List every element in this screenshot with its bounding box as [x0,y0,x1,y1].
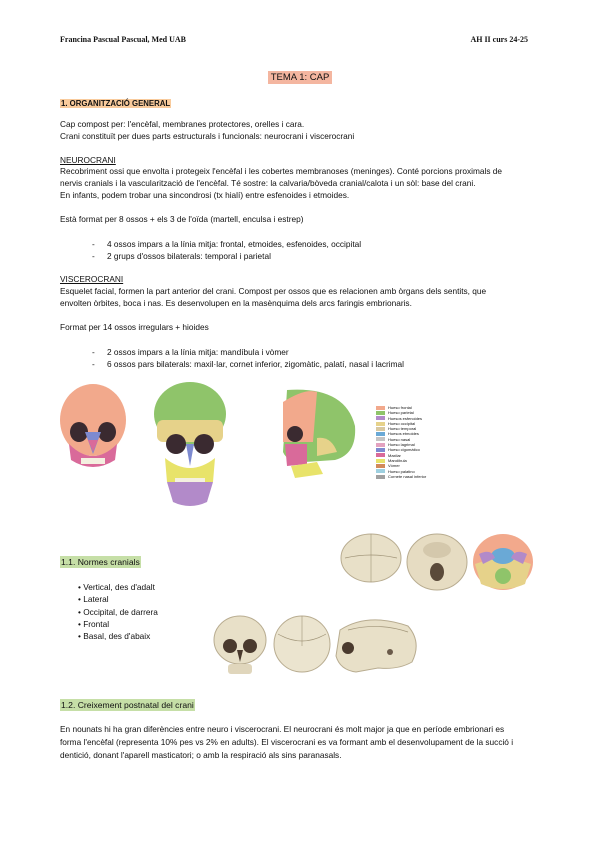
legend-swatch [376,443,385,447]
neurocrani-bullets [92,238,361,262]
header-author: Francina Pascual Pascual, Med UAB [60,35,186,44]
skull-illustrations [55,382,365,527]
viscerocrani-line-0: Esquelet facial, formen la part anterior del crani. Compost per ossos que es relacionen amb òrgans dels sentits, que [60,286,487,296]
skull-lateral-view [336,620,416,672]
legend-swatch [376,406,385,410]
legend-swatch [376,448,385,452]
legend-swatch [376,459,385,463]
list-item: • Vertical, des d'adalt [78,582,155,592]
bone-legend [376,405,426,479]
header-course: AH II curs 24-25 [470,35,528,44]
section11-heading: 1.1. Normes cranials [61,557,140,567]
viscerocrani-bullets [92,346,404,370]
legend-swatch [376,437,385,441]
neurocrani-line-0: Recobriment ossi que envolta i protegeix l'encèfal i les cobertes membranoses (meninges). Conté porcions proximals de [60,166,502,176]
viscerocrani-heading: VISCEROCRANI [60,274,124,284]
list-item: • Basal, des d'abaix [78,631,151,642]
legend-swatch [376,411,385,415]
legend-label: Cornete nasal inferior [388,473,427,479]
legend-label: Hueso parietal [388,410,414,416]
viscerocrani-line-1: envolten òrbites, boca i nas. Es desenvolupen en la masènquima dels arcs faringis embrionaris. [60,298,412,308]
list-item: - 2 ossos impars a la línia mitja: mandíbula i vòmer [92,347,289,357]
legend-swatch [376,453,385,457]
skull-norms-bottom-images [208,612,438,684]
legend-swatch [376,464,385,468]
normes-list [78,581,158,642]
legend-label: Hueso frontal [388,405,412,410]
section12-heading: 1.2. Creixement postnatal del crani [61,700,194,710]
legend-label: Hueso nasal [388,436,411,442]
legend-label: Huesos esfenoides [388,415,423,421]
legend-swatch [376,416,385,420]
section1-heading: 1. ORGANITZACIÓ GENERAL [61,99,171,108]
legend-swatch [376,475,385,479]
neurocrani-heading: NEUROCRANI [60,155,116,165]
list-item: - 2 grups d'ossos bilaterals: temporal i parietal [92,251,271,261]
section11-heading-wrap [60,557,141,569]
skull-occipital-view [274,616,330,672]
skull-front-colored [60,384,126,467]
section12-line-2: dentició, donant l'aparell masticatori; o amb la respiració als sins paranasals. [60,750,342,760]
list-item: • Frontal [78,618,110,629]
skull-lateral [283,390,355,478]
legend-label: Vómer [388,463,400,469]
legend-label: Hueso cigomático [388,447,420,453]
skull-vertical-view [341,534,401,582]
skull-frontal-view [214,616,266,674]
list-item: - 6 ossos pars bilaterals: maxil·lar, cornet inferior, zigomàtic, palatí, nasal i lacrimal [92,359,404,369]
page-title-text: TEMA 1: CAP [268,71,333,84]
skull-norms-top-images [335,528,545,600]
legend-swatch [376,469,385,473]
list-item: • Occipital, de darrera [78,606,158,617]
list-item: - 4 ossos impars a la línia mitja: frontal, etmoides, esfenoides, occipital [92,239,362,249]
legend-swatch [376,422,385,426]
section12-line-0: En nounats hi ha gran diferències entre neuro i viscerocrani. El neurocrani és molt major ja que en període embrionari es [60,724,505,734]
section1-intro-0: Cap compost per: l'encèfal, membranes protectores, orelles i cara. [60,119,305,129]
neurocrani-line-2: En infants, podem trobar una sincondrosi (tx hialí) entre esfenoides i etmoides. [60,190,350,200]
neurocrani-format: Està format per 8 ossos + els 3 de l'oïda (martell, enculsa i estrep) [60,214,304,224]
legend-label: Hueso lagrimal [388,442,415,448]
legend-swatch [376,427,385,431]
skull-base-colored [473,534,533,590]
viscerocrani-format: Format per 14 ossos irregulars + hioides [60,322,209,332]
page-title [0,72,600,83]
list-item: • Lateral [78,594,109,605]
legend-label: Maxilar [388,452,401,458]
legend-item [376,474,426,479]
neurocrani-line-1: nervis cranials i la vascularització de l'encèfal. Té sostre: la calvaria/bòveda cranial/calota i un sòl: base del crani. [60,178,476,188]
section12-heading-wrap [60,700,195,712]
skull-front-parietal [154,382,226,506]
legend-label: Hueso temporal [388,426,417,432]
legend-label: Hueso palatino [388,468,415,474]
legend-item [376,447,426,452]
section1-intro-1: Crani constituït per dues parts estructurals i funcionals: neurocrani i viscerocrani [60,131,355,141]
legend-label: Mandíbula [388,457,407,463]
section1-heading-wrap [60,98,171,110]
legend-swatch [376,432,385,436]
section12-line-1: forma l'encèfal (representa 10% pes vs 2% en adults). El viscerocrani es va formant amb el desenvolupament de la succió i [60,737,514,747]
skull-basal-view [407,534,467,590]
legend-label: Huesos etmoides [388,431,419,437]
legend-label: Hueso occipital [388,420,416,426]
